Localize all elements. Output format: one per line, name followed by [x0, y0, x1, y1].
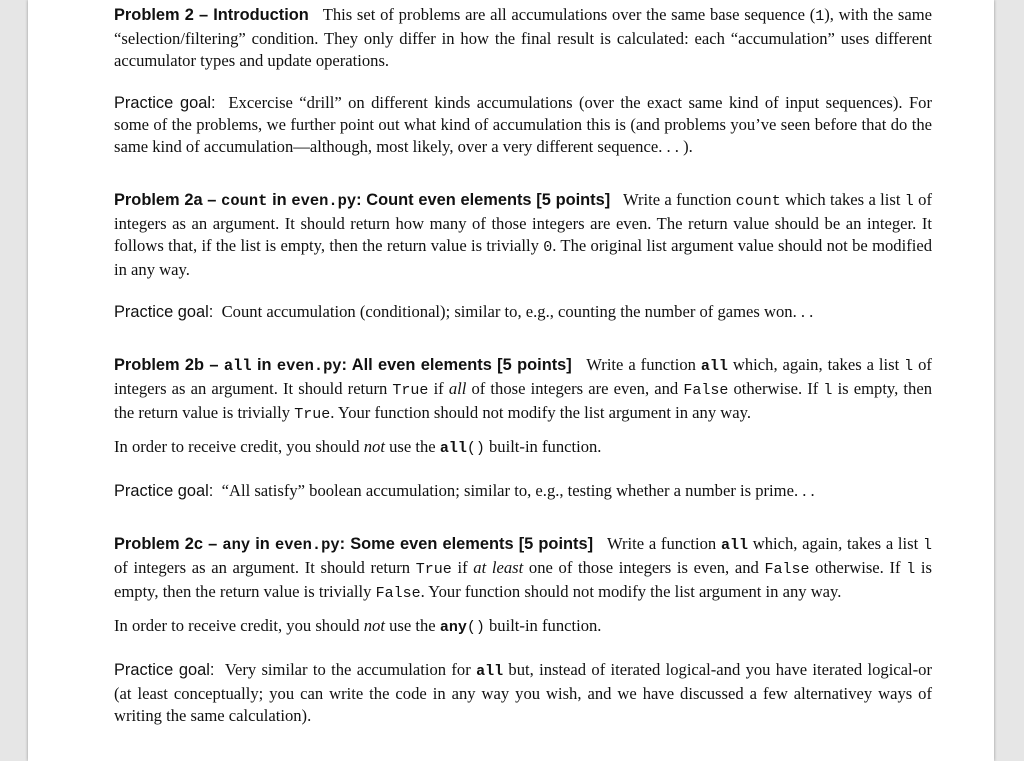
text: Write a function — [622, 190, 736, 209]
text: Count accumulation (conditional); similar to, e.g., counting the number of games won. . . — [221, 302, 814, 321]
text: In order to receive credit, you should — [114, 616, 364, 635]
code: l — [922, 537, 932, 554]
problem-2a — [114, 189, 932, 281]
code: all — [700, 358, 728, 375]
text: is empty, then the return value is trivially — [114, 558, 932, 601]
code: l — [906, 561, 916, 578]
code: all — [476, 663, 504, 680]
text: if — [451, 558, 474, 577]
text: Very similar to the accumulation for — [224, 660, 477, 679]
text: Write a function — [606, 534, 721, 553]
emphasis: not — [363, 616, 385, 635]
code: () — [466, 619, 485, 636]
code: False — [375, 585, 421, 602]
text: built-in function. — [484, 616, 602, 635]
code: any — [439, 619, 467, 636]
text: “All satisfy” boolean accumulation; similar to, e.g., testing whether a number is prime. . . — [221, 481, 815, 500]
practice-goal-label: Practice goal: — [114, 661, 215, 679]
code: False — [683, 382, 729, 399]
text: use the — [384, 616, 440, 635]
document-content — [114, 4, 932, 727]
text: . The original list argument value should not be modified in any way. — [114, 236, 932, 279]
problem-2-practice-goal — [114, 92, 932, 158]
code: count — [735, 193, 781, 210]
text: otherwise. If — [809, 558, 907, 577]
emphasis: all — [448, 379, 467, 398]
heading-code: even.py — [291, 192, 357, 210]
problem-2a-practice-goal — [114, 301, 932, 323]
text: which, again, takes a list — [747, 534, 923, 553]
text: . Your function should not modify the list argument in any way. — [330, 403, 752, 422]
heading-text: : All even elements [5 points] — [341, 356, 572, 374]
heading-text: Problem 2c – — [114, 535, 223, 553]
heading-code: count — [221, 192, 268, 210]
problem-2b-heading — [114, 356, 572, 374]
code: True — [294, 406, 331, 423]
code: 0 — [543, 239, 553, 256]
text: built-in function. — [484, 437, 602, 456]
text: This set of problems are all accumulations over the same base sequence ( — [322, 5, 816, 24]
document-page — [28, 0, 994, 761]
text: of integers as an argument. It should return how many of those integers are even. The return value should be an integer. It follows that, if the list is empty, then the return value is trivially — [114, 190, 932, 255]
heading-text: in — [267, 191, 292, 209]
text: which, again, takes a list — [727, 355, 905, 374]
emphasis: at least — [473, 558, 524, 577]
code: l — [823, 382, 833, 399]
code: all — [439, 440, 467, 457]
code: all — [720, 537, 748, 554]
text: Excercise “drill” on different kinds accumulations (over the exact same kind of input sequences). For some of the problems, we further point out what kind of accumulation this is (and problems you’ve seen before that do the same kind of accumulation—although, most likely, over a very different sequence. . . ). — [114, 93, 933, 156]
text: which takes a list — [780, 190, 905, 209]
heading-text: : Some even elements [5 points] — [339, 535, 594, 553]
text: ), with the same “selection/filtering” condition. They only differ in how the final result is calculated: each “accumulation” uses different accumulator types and update operations. — [114, 5, 932, 70]
problem-2b-practice-goal — [114, 480, 932, 502]
emphasis: not — [363, 437, 385, 456]
practice-goal-label: Practice goal: — [114, 94, 216, 112]
practice-goal-label: Practice goal: — [114, 303, 214, 321]
text: if — [428, 379, 449, 398]
heading-text: in — [251, 356, 277, 374]
text: but, instead of iterated logical-and you have iterated logical-or (at least conceptually; you can write the code in any way you wish, and we have discussed a few alternativey ways of writing the same calculation). — [114, 660, 932, 725]
problem-2-intro — [114, 4, 932, 72]
heading-text: in — [250, 535, 275, 553]
text: of integers as an argument. It should return — [114, 558, 416, 577]
heading-text: Problem 2a – — [114, 191, 222, 209]
text: of integers as an argument. It should return — [114, 355, 932, 398]
problem-2-heading: Problem 2 – Introduction — [114, 6, 309, 24]
problem-2c-credit-note — [114, 615, 932, 639]
heading-code: all — [223, 357, 252, 375]
problem-2b-credit-note — [114, 436, 932, 460]
code: False — [764, 561, 810, 578]
practice-goal-label: Practice goal: — [114, 482, 214, 500]
text: of those integers are even, and — [466, 379, 684, 398]
code: l — [904, 193, 914, 210]
problem-2c-practice-goal — [114, 659, 932, 727]
problem-2b — [114, 354, 932, 426]
text: Write a function — [586, 355, 701, 374]
text: is empty, then the return value is trivially — [114, 379, 932, 422]
heading-text: Problem 2b – — [114, 356, 224, 374]
code: () — [466, 440, 485, 457]
text: one of those integers is even, and — [523, 558, 765, 577]
problem-2c — [114, 533, 932, 605]
code: l — [904, 358, 914, 375]
text: In order to receive credit, you should — [114, 437, 364, 456]
text: use the — [384, 437, 440, 456]
text: otherwise. If — [728, 379, 824, 398]
heading-code: even.py — [274, 536, 340, 554]
heading-code: even.py — [276, 357, 342, 375]
code: True — [392, 382, 429, 399]
problem-2a-heading — [114, 191, 610, 209]
heading-code: any — [222, 536, 251, 554]
text: . Your function should not modify the list argument in any way. — [420, 582, 842, 601]
problem-2c-heading — [114, 535, 593, 553]
code: True — [415, 561, 452, 578]
heading-text: : Count even elements [5 points] — [356, 191, 611, 209]
code: 1 — [815, 8, 825, 25]
